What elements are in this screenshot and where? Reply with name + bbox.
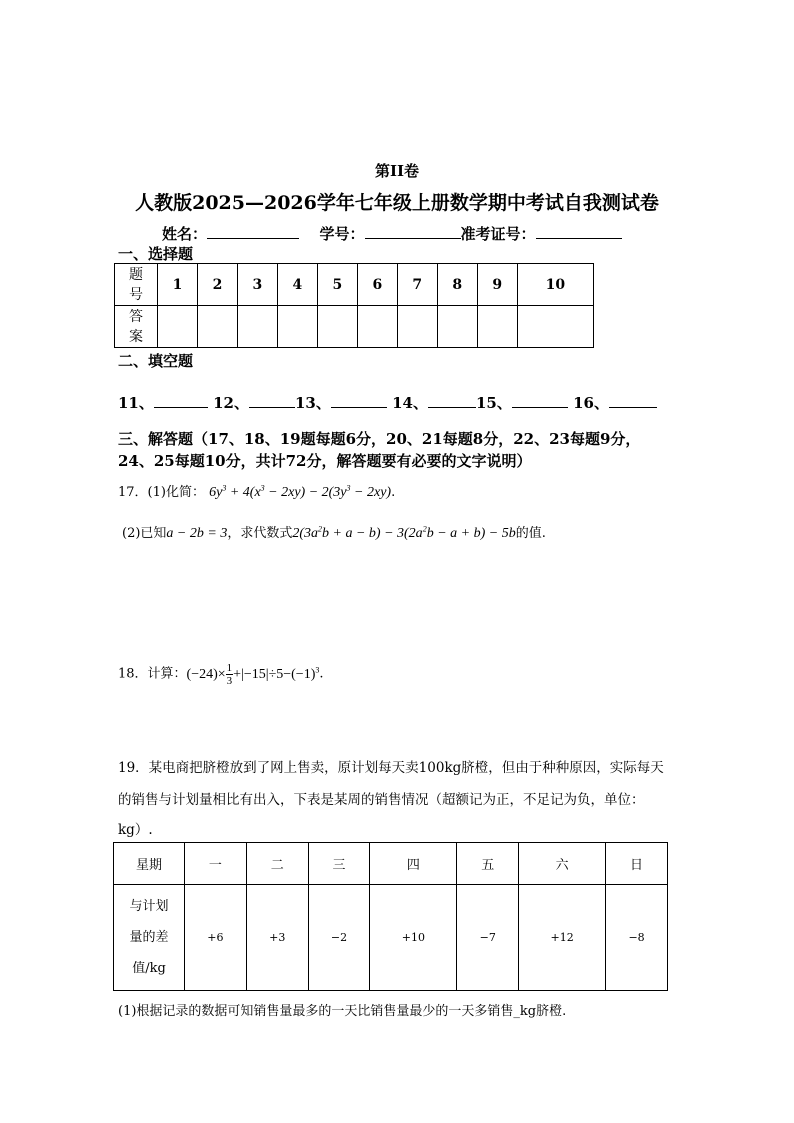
answer-cell[interactable] [397,306,437,348]
student-info-line [162,222,622,244]
value-cell: +3 [246,885,308,991]
day-cell: 二 [246,843,308,885]
blank-12[interactable] [249,391,295,408]
grid-head-answer [115,306,158,348]
q17-part1: 17．(1)化简： $6y^3 + 4(x^3 - 2xy) - 2(3y^3 - 2xy)$. [118,483,396,500]
ticket-label: 准考证号： [460,225,536,243]
answer-cell[interactable] [277,306,317,348]
day-cell: 一 [185,843,247,885]
q18-expression: (−24)× $\frac{1}{3}$ $+|-15|\div 5-(-1)^3$ [186,661,320,687]
day-cell: 四 [370,843,457,885]
answer-cell[interactable] [317,306,357,348]
grid-head-char: 答 [129,308,143,325]
fill-blank-line [118,391,657,413]
day-cell: 六 [519,843,606,885]
q17-part2-mid: ，求代数式 [227,526,293,541]
ticket-blank[interactable] [536,222,622,239]
q19-line1: 19．某电商把脐橙放到了网上售卖，原计划每天卖100kg脐橙，但由于种种原因，实际每天 [118,760,664,776]
grid-number: 7 [397,264,437,306]
value-cell: +12 [519,885,606,991]
blank-13[interactable] [331,391,387,408]
q17-condition: a − 2b = 3 [166,526,228,541]
answer-cell[interactable] [357,306,397,348]
day-cell: 五 [457,843,519,885]
value-cell: −8 [606,885,668,991]
sales-header-label: 星期 [114,843,185,885]
grid-head-char: 号 [129,286,143,303]
blank-16[interactable] [609,391,657,408]
q17-part2 [122,522,546,542]
id-label: 学号： [319,225,365,243]
blank-item-11: 11、 [118,394,154,412]
answer-grid [114,263,594,348]
grid-head-number [115,264,158,306]
row-label-line: 值/kg [132,961,166,976]
row-label-line: 量的差 [129,930,169,945]
name-label: 姓名： [162,225,208,243]
blank-item-12: 12、 [213,394,249,412]
grid-number: 4 [277,264,317,306]
grid-head-char: 题 [129,266,143,283]
section1-heading: 一、选择题 [118,245,194,263]
grid-number: 3 [237,264,277,306]
section2-heading: 二、填空题 [118,352,194,370]
q17-expression: $6y^3 + 4(x^3 - 2xy) - 2(3y^3 - 2xy)$ [209,483,392,500]
answer-cell[interactable] [237,306,277,348]
answer-cell[interactable] [477,306,517,348]
q17-algebraic-expression: $2(3a^2b + a - b) - 3(2a^2b - a + b) - 5b$ [292,524,516,541]
grid-number: 8 [437,264,477,306]
sales-table [113,842,668,991]
grid-number: 10 [517,264,593,306]
grid-number: 2 [197,264,237,306]
answer-cell[interactable] [517,306,593,348]
blank-item-14: 14、 [392,394,428,412]
grid-head-char: 案 [129,328,143,345]
grid-number: 9 [477,264,517,306]
section3-heading-line2: 24、25每题10分，共计72分，解答题要有必要的文字说明） [118,452,532,470]
row-label-line: 与计划 [129,899,169,914]
q18-label: 18．计算： [118,666,187,682]
grid-number: 1 [158,264,198,306]
answer-cell[interactable] [197,306,237,348]
q17-part1-label: 17．(1)化简： [118,485,205,500]
day-cell: 日 [606,843,668,885]
exam-title: 人教版2025—2026学年七年级上册数学期中考试自我测试卷 [135,192,659,214]
value-cell: −7 [457,885,519,991]
q18: 18．计算：(−24)× $\frac{1}{3}$ $+|-15|\div 5-(-1)^3$. [118,661,324,687]
q17-part2-suffix: 的值. [515,526,546,541]
value-cell: +10 [370,885,457,991]
blank-11[interactable] [154,391,208,408]
volume-label: 第II卷 [374,162,420,180]
blank-15[interactable] [512,391,568,408]
answer-cell[interactable] [437,306,477,348]
sales-row-label [114,885,185,991]
value-cell: −2 [308,885,370,991]
q17-part2-label: (2)已知 [122,526,167,541]
name-blank[interactable] [207,222,299,239]
section3-heading-line1: 三、解答题（17、18、19题每题6分，20、21每题8分，22、23每题9分， [118,430,641,448]
blank-item-16: 16、 [573,394,609,412]
grid-number: 6 [357,264,397,306]
day-cell: 三 [308,843,370,885]
answer-cell[interactable] [158,306,198,348]
q19-line2: 的销售与计划量相比有出入，下表是某周的销售情况（超额记为正，不足记为负，单位： [118,792,645,808]
blank-item-13: 13、 [294,394,331,412]
blank-14[interactable] [428,391,476,408]
q19-line3: kg）. [118,822,153,838]
q19-sub1: (1)根据记录的数据可知销售量最多的一天比销售量最少的一天多销售_kg脐橙. [118,1004,567,1019]
blank-item-15: 15、 [475,394,512,412]
id-blank[interactable] [365,222,461,239]
value-cell: +6 [185,885,247,991]
grid-number: 5 [317,264,357,306]
